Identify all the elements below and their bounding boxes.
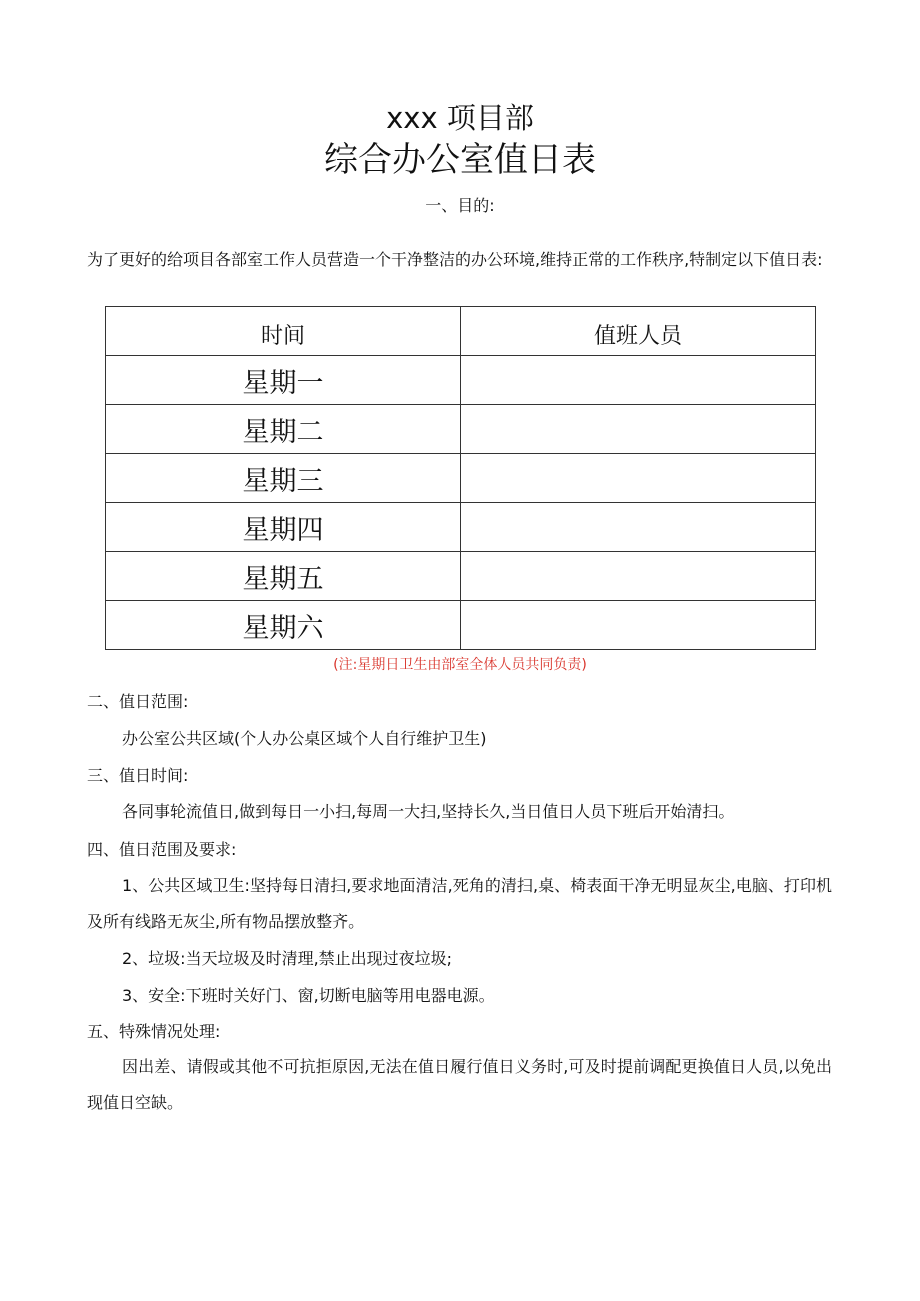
requirement-item-2: 2、垃圾:当天垃圾及时清理,禁止出现过夜垃圾; [122,949,453,968]
table-row [106,356,816,405]
scope-text: 办公室公共区域(个人办公桌区域个人自行维护卫生) [122,729,487,748]
table-row [106,503,816,552]
table-row [106,601,816,650]
day-cell: 星期一 [106,356,461,405]
special-text: 因出差、请假或其他不可抗拒原因,无法在值日履行值日义务时,可及时提前调配更换值日人员,以免出现值日空缺。 [87,1057,832,1112]
heading-time: 三、值日时间: [87,766,189,785]
title-duty-table: 综合办公室值日表 [324,140,596,180]
staff-cell [461,503,816,552]
day-cell: 星期五 [106,552,461,601]
staff-cell [461,601,816,650]
staff-cell [461,405,816,454]
header-time: 时间 [106,307,461,356]
table-row [106,552,816,601]
duty-table [105,306,816,650]
title-project: xxx 项目部 [386,101,534,135]
heading-purpose: 一、目的: [425,196,495,215]
heading-requirements: 四、值日范围及要求: [87,840,237,859]
requirement-item-3: 3、安全:下班时关好门、窗,切断电脑等用电器电源。 [122,986,495,1005]
staff-cell [461,552,816,601]
table-row [106,454,816,503]
requirement-item-1: 1、公共区域卫生:坚持每日清扫,要求地面清洁,死角的清扫,桌、椅表面干净无明显灰尘,电脑、打印机及所有线路无灰尘,所有物品摆放整齐。 [87,876,832,931]
table-header-row [106,307,816,356]
staff-cell [461,356,816,405]
staff-cell [461,454,816,503]
day-cell: 星期三 [106,454,461,503]
day-cell: 星期四 [106,503,461,552]
day-cell: 星期二 [106,405,461,454]
table-row [106,405,816,454]
time-text: 各同事轮流值日,做到每日一小扫,每周一大扫,坚持长久,当日值日人员下班后开始清扫。 [122,802,735,821]
purpose-text: 为了更好的给项目各部室工作人员营造一个干净整洁的办公环境,维持正常的工作秩序,特制定以下值日表: [87,250,823,269]
header-staff: 值班人员 [461,307,816,356]
heading-special: 五、特殊情况处理: [87,1022,221,1041]
table-note: (注:星期日卫生由部室全体人员共同负责) [333,657,587,673]
day-cell: 星期六 [106,601,461,650]
heading-scope: 二、值日范围: [87,692,189,711]
